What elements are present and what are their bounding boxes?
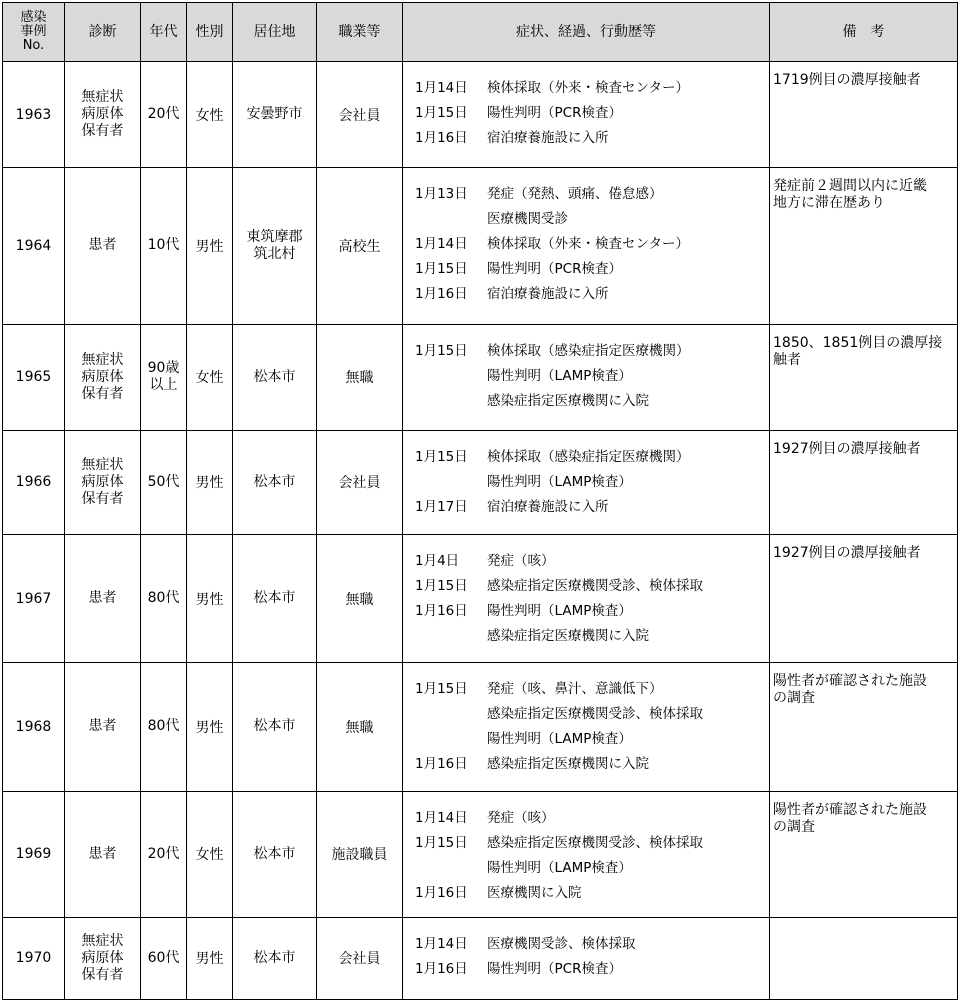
case-number: 1970 (3, 917, 65, 999)
notes-text: 1927例目の濃厚接触者 (773, 440, 921, 457)
notes-cell (770, 663, 958, 791)
table-row (3, 534, 958, 662)
age-group: 20代 (141, 62, 187, 168)
notes-cell (770, 791, 958, 917)
event-list (403, 62, 769, 151)
event-item (415, 599, 769, 624)
event-date (415, 727, 487, 752)
case-table (2, 2, 958, 1000)
event-text: 陽性判明（LAMP検査） (487, 731, 632, 748)
occupation: 無職 (317, 534, 403, 662)
event-item (415, 126, 769, 151)
event-item (415, 932, 769, 957)
header-diagnosis: 診断 (65, 3, 141, 62)
event-date: 1月16日 (415, 960, 468, 977)
event-date (415, 624, 487, 649)
event-item (415, 470, 769, 495)
event-text: 陽性判明（LAMP検査） (487, 473, 632, 490)
sex: 女性 (187, 62, 233, 168)
age-group: 20代 (141, 791, 187, 917)
notes-cell (770, 534, 958, 662)
table-row (3, 917, 958, 999)
diagnosis: 無症状 病原体 保有者 (65, 324, 141, 430)
event-text: 検体採取（感染症指定医療機関） (487, 448, 690, 465)
diagnosis: 患者 (65, 534, 141, 662)
event-list (403, 918, 769, 982)
event-date: 1月15日 (415, 577, 468, 594)
event-date: 1月13日 (415, 186, 468, 203)
event-date: 1月16日 (415, 602, 468, 619)
event-date (415, 364, 487, 389)
notes-text: 陽性者が確認された施設 の調査 (773, 673, 927, 707)
header-notes: 備 考 (770, 3, 958, 62)
notes-cell (770, 168, 958, 324)
course-cell (403, 534, 770, 662)
event-item (415, 389, 769, 414)
event-date: 1月4日 (415, 552, 460, 569)
residence: 松本市 (233, 791, 317, 917)
event-item (415, 445, 769, 470)
event-text: 検体採取（外来・検査センター） (487, 80, 689, 96)
event-date (415, 470, 487, 495)
event-list (403, 535, 769, 649)
event-text: 医療機関に入院 (487, 884, 582, 901)
event-text: 陽性判明（LAMP検査） (487, 602, 632, 619)
event-item (415, 549, 769, 574)
event-date: 1月15日 (415, 448, 468, 465)
occupation: 会社員 (317, 62, 403, 168)
course-cell (403, 917, 770, 999)
event-item (415, 339, 769, 364)
notes-text: 発症前２週間以内に近畿 地方に滞在歴あり (773, 178, 927, 212)
diagnosis: 患者 (65, 663, 141, 791)
occupation: 会社員 (317, 917, 403, 999)
sex: 男性 (187, 534, 233, 662)
notes-text: 1927例目の濃厚接触者 (773, 544, 921, 561)
event-text: 医療機関受診、検体採取 (487, 935, 636, 952)
event-date: 1月16日 (415, 884, 468, 901)
event-item (415, 752, 769, 777)
event-item (415, 282, 769, 307)
residence: 松本市 (233, 534, 317, 662)
event-date (415, 207, 487, 232)
event-date: 1月14日 (415, 80, 468, 96)
case-number: 1963 (3, 62, 65, 168)
age-group: 80代 (141, 663, 187, 791)
event-text: 感染症指定医療機関に入院 (487, 627, 649, 644)
event-text: 検体採取（感染症指定医療機関） (487, 342, 690, 359)
event-item (415, 624, 769, 649)
notes-text: 1719例目の濃厚接触者 (773, 72, 921, 88)
event-date: 1月16日 (415, 286, 468, 303)
event-list (403, 431, 769, 520)
event-date: 1月14日 (415, 935, 468, 952)
table-row (3, 324, 958, 430)
event-item (415, 364, 769, 389)
notes-cell (770, 917, 958, 999)
sex: 男性 (187, 168, 233, 324)
sex: 男性 (187, 917, 233, 999)
course-cell (403, 324, 770, 430)
header-sex: 性別 (187, 3, 233, 62)
case-number: 1967 (3, 534, 65, 662)
diagnosis: 無症状 病原体 保有者 (65, 62, 141, 168)
diagnosis: 患者 (65, 168, 141, 324)
case-number: 1969 (3, 791, 65, 917)
header-residence: 居住地 (233, 3, 317, 62)
header-case-no: 感染 事例 No. (3, 3, 65, 62)
event-text: 発症（咳） (487, 809, 555, 826)
case-rows (3, 62, 958, 1000)
sex: 男性 (187, 663, 233, 791)
event-text: 発症（咳、鼻汁、意識低下） (487, 681, 663, 698)
age-group: 80代 (141, 534, 187, 662)
event-text: 陽性判明（PCR検査） (487, 105, 622, 121)
notes-cell (770, 324, 958, 430)
event-date (415, 702, 487, 727)
event-text: 検体採取（外来・検査センター） (487, 236, 689, 253)
event-text: 感染症指定医療機関受診、検体採取 (487, 577, 703, 594)
event-item (415, 574, 769, 599)
header-occupation: 職業等 (317, 3, 403, 62)
event-text: 感染症指定医療機関に入院 (487, 392, 649, 409)
course-cell (403, 663, 770, 791)
event-item (415, 677, 769, 702)
residence: 松本市 (233, 324, 317, 430)
sex: 女性 (187, 791, 233, 917)
event-list (403, 168, 769, 307)
occupation: 無職 (317, 324, 403, 430)
event-item (415, 495, 769, 520)
event-item (415, 727, 769, 752)
age-group: 10代 (141, 168, 187, 324)
event-text: 陽性判明（LAMP検査） (487, 859, 632, 876)
residence: 東筑摩郡 筑北村 (233, 168, 317, 324)
table-row (3, 791, 958, 917)
event-text: 陽性判明（LAMP検査） (487, 367, 632, 384)
header-course: 症状、経過、行動歴等 (403, 3, 770, 62)
event-text: 宿泊療養施設に入所 (487, 286, 609, 303)
occupation: 高校生 (317, 168, 403, 324)
event-date: 1月16日 (415, 756, 468, 773)
event-date: 1月15日 (415, 681, 468, 698)
residence: 松本市 (233, 917, 317, 999)
course-cell (403, 168, 770, 324)
sex: 女性 (187, 324, 233, 430)
occupation: 会社員 (317, 430, 403, 534)
event-date: 1月15日 (415, 261, 468, 278)
table-row (3, 430, 958, 534)
event-text: 感染症指定医療機関受診、検体採取 (487, 834, 703, 851)
event-text: 宿泊療養施設に入所 (487, 130, 609, 146)
case-number: 1964 (3, 168, 65, 324)
residence: 安曇野市 (233, 62, 317, 168)
event-item (415, 831, 769, 856)
event-date: 1月15日 (415, 342, 468, 359)
notes-text: 1850、1851例目の濃厚接 触者 (773, 334, 943, 368)
occupation: 無職 (317, 663, 403, 791)
table-row (3, 663, 958, 791)
event-item (415, 182, 769, 207)
sex: 男性 (187, 430, 233, 534)
residence: 松本市 (233, 430, 317, 534)
age-group: 90歳 以上 (141, 324, 187, 430)
age-group: 50代 (141, 430, 187, 534)
event-item (415, 101, 769, 126)
age-group: 60代 (141, 917, 187, 999)
event-text: 宿泊療養施設に入所 (487, 498, 609, 515)
event-text: 感染症指定医療機関に入院 (487, 756, 649, 773)
course-cell (403, 62, 770, 168)
residence: 松本市 (233, 663, 317, 791)
event-item (415, 881, 769, 906)
case-number: 1966 (3, 430, 65, 534)
event-text: 発症（発熱、頭痛、倦怠感） (487, 186, 663, 203)
event-date: 1月16日 (415, 130, 468, 146)
event-text: 発症（咳） (487, 552, 555, 569)
event-item (415, 957, 769, 982)
event-list (403, 663, 769, 777)
event-date: 1月15日 (415, 105, 468, 121)
event-text: 感染症指定医療機関受診、検体採取 (487, 706, 703, 723)
header-row (3, 3, 958, 62)
case-number: 1968 (3, 663, 65, 791)
course-cell (403, 791, 770, 917)
header-age: 年代 (141, 3, 187, 62)
event-list (403, 325, 769, 414)
event-item (415, 76, 769, 101)
occupation: 施設職員 (317, 791, 403, 917)
case-number: 1965 (3, 324, 65, 430)
notes-text (770, 918, 957, 928)
event-date: 1月17日 (415, 498, 468, 515)
event-item (415, 806, 769, 831)
notes-text: 陽性者が確認された施設 の調査 (773, 801, 927, 835)
event-text: 陽性判明（PCR検査） (487, 261, 622, 278)
diagnosis: 無症状 病原体 保有者 (65, 430, 141, 534)
event-date (415, 856, 487, 881)
event-item (415, 232, 769, 257)
event-date: 1月15日 (415, 834, 468, 851)
notes-cell (770, 430, 958, 534)
course-cell (403, 430, 770, 534)
table-row (3, 62, 958, 168)
table-row (3, 168, 958, 324)
event-date (415, 389, 487, 414)
event-text: 医療機関受診 (487, 211, 568, 228)
diagnosis: 無症状 病原体 保有者 (65, 917, 141, 999)
event-item (415, 207, 769, 232)
event-item (415, 257, 769, 282)
event-item (415, 856, 769, 881)
event-item (415, 702, 769, 727)
event-date: 1月14日 (415, 236, 468, 253)
event-date: 1月14日 (415, 809, 468, 826)
notes-cell (770, 62, 958, 168)
event-text: 陽性判明（PCR検査） (487, 960, 622, 977)
event-list (403, 792, 769, 906)
diagnosis: 患者 (65, 791, 141, 917)
